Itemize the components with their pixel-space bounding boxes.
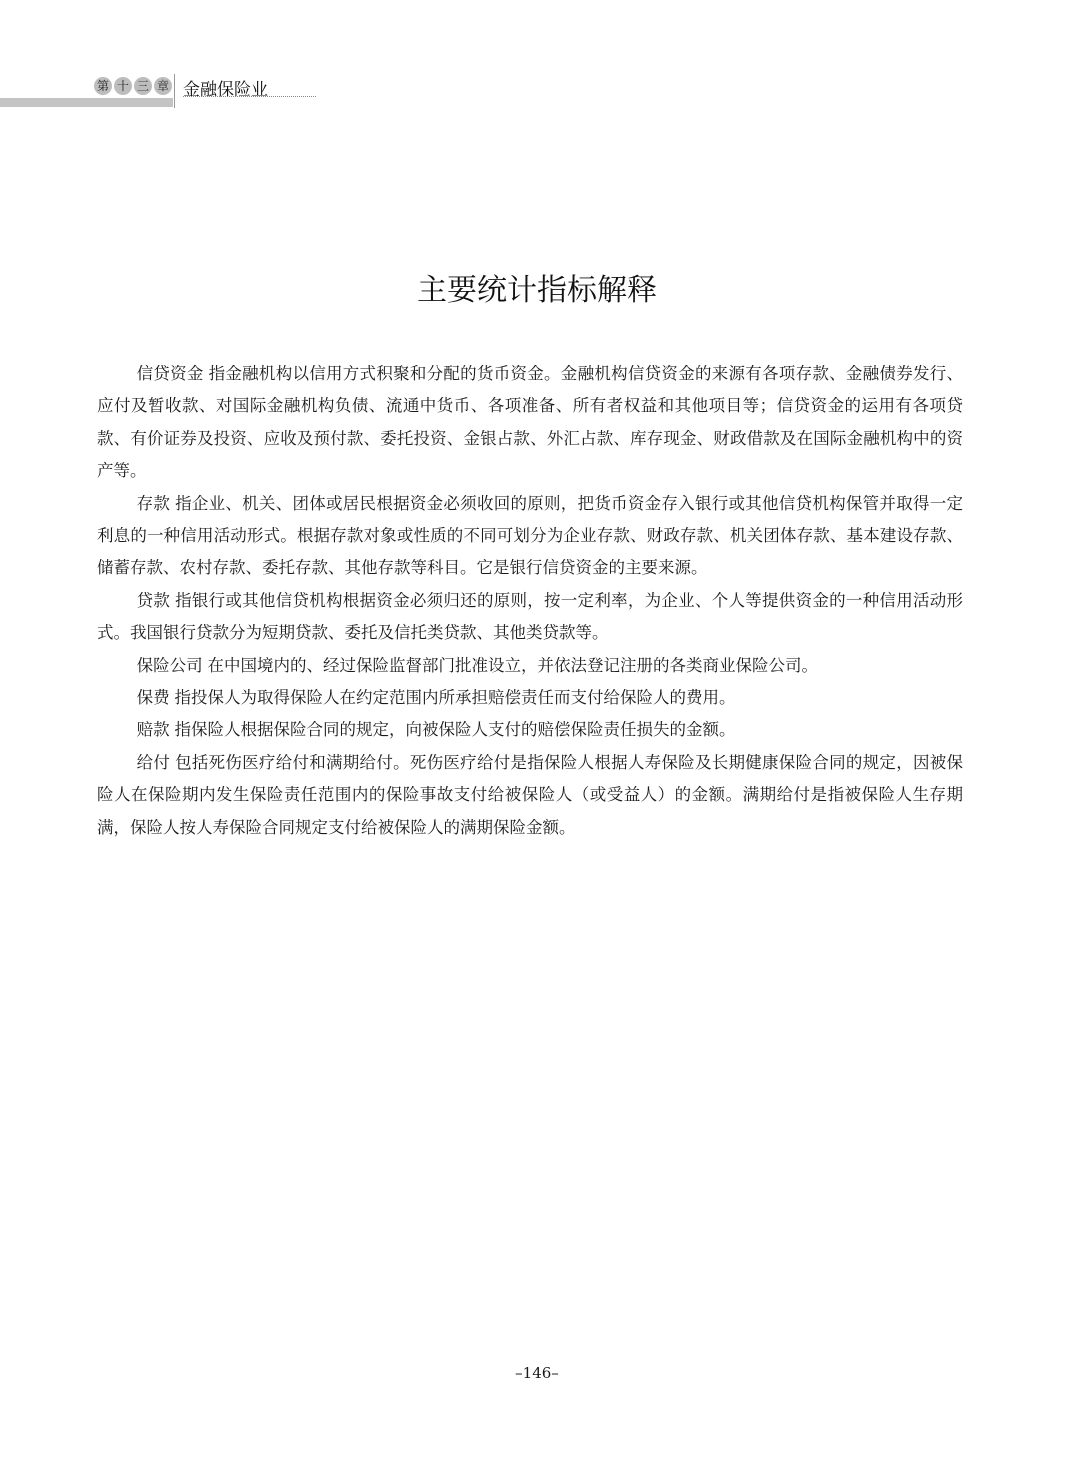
paragraph xyxy=(97,747,963,844)
paragraph xyxy=(97,358,963,488)
chapter-title: 金融保险业 xyxy=(183,80,268,100)
term: 信贷资金 xyxy=(136,364,204,383)
definition: 指银行或其他信贷机构根据资金必须归还的原则，按一定利率，为企业、个人等提供资金的一种信用活动形式。我国银行贷款分为短期贷款、委托及信托类贷款、其他类贷款等。 xyxy=(97,590,964,643)
definition: 指投保人为取得保险人在约定范围内所承担赔偿责任而支付给保险人的费用。 xyxy=(174,688,736,708)
page-number: –146– xyxy=(515,1364,559,1382)
header-divider xyxy=(174,74,175,108)
term: 赔款 xyxy=(136,720,170,740)
definition: 指企业、机关、团体或居民根据资金必须收回的原则，把货币资金存入银行或其他信贷机构保管并取得一定利息的一种信用活动形式。根据存款对象或性质的不同可划分为企业存款、财政存款、机关团体存款、基本建设存款、储蓄存款、农村存款、委托存款、其他存款等科目。它是银行信贷资金的主要来源。 xyxy=(97,493,964,578)
chapter-char: 章 xyxy=(154,77,172,95)
chapter-badge xyxy=(94,77,172,95)
chapter-char: 十 xyxy=(114,77,132,95)
definition: 包括死伤医疗给付和满期给付。死伤医疗给付是指保险人根据人寿保险及长期健康保险合同的规定，因被保险人在保险期内发生保险责任范围内的保险事故支付给被保险人（或受益人）的金额。满期给付是指被保险人生存期满，保险人按人寿保险合同规定支付给被保险人的满期保险金额。 xyxy=(97,752,964,837)
term: 存款 xyxy=(136,493,171,513)
chapter-char: 三 xyxy=(134,77,152,95)
definition: 指金融机构以信用方式积聚和分配的货币资金。金融机构信贷资金的来源有各项存款、金融债券发行、应付及暂收款、对国际金融机构负债、流通中货币、各项准备、所有者权益和其他项目等；信贷资金的运用有各项贷款、有价证券及投资、应收及预付款、委托投资、金银占款、外汇占款、库存现金、财政借款及在国际金融机构中的资产等。 xyxy=(97,364,964,481)
page-title: 主要统计指标解释 xyxy=(417,273,657,308)
paragraph xyxy=(97,650,963,682)
header-dotted-rule xyxy=(183,96,316,97)
paragraph xyxy=(97,488,963,585)
paragraph xyxy=(97,682,963,714)
chapter-char: 第 xyxy=(94,77,112,95)
term: 给付 xyxy=(136,752,171,772)
term: 贷款 xyxy=(136,590,171,610)
term: 保费 xyxy=(136,688,170,708)
paragraph xyxy=(97,585,963,650)
paragraph xyxy=(97,714,963,746)
definition: 在中国境内的、经过保险监督部门批准设立，并依法登记注册的各类商业保险公司。 xyxy=(207,655,819,675)
definition: 指保险人根据保险合同的规定，向被保险人支付的赔偿保险责任损失的金额。 xyxy=(174,720,736,740)
header-bar xyxy=(0,98,173,107)
term: 保险公司 xyxy=(136,655,203,675)
body-text xyxy=(97,358,963,844)
